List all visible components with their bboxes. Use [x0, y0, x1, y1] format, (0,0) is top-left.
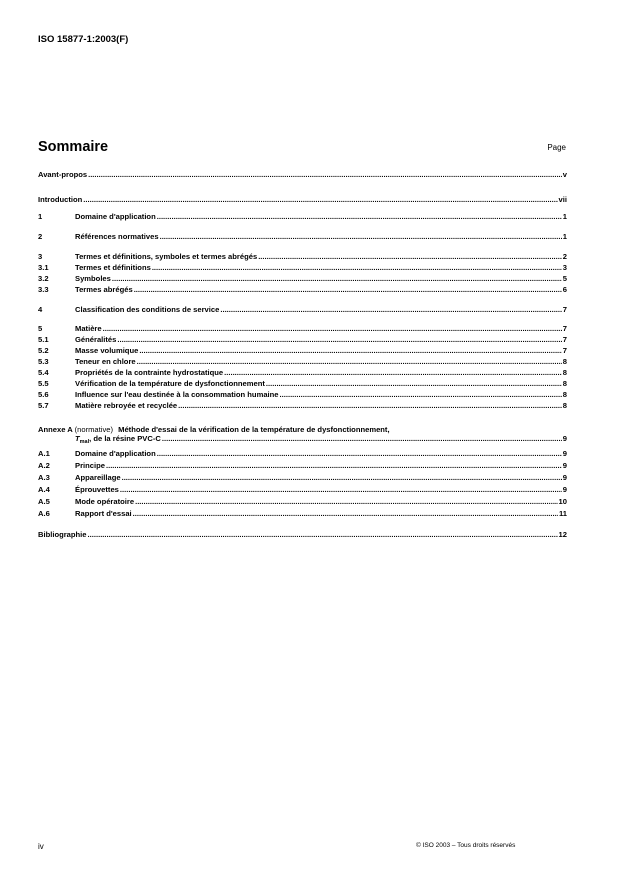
toc-entry-title: Principe [75, 461, 105, 470]
toc-entry-number: 5.2 [38, 346, 49, 355]
toc-leader [137, 357, 562, 367]
toc-entry[interactable] [38, 324, 567, 334]
toc-entry-page: 5 [562, 274, 567, 283]
toc-entry[interactable] [38, 285, 567, 295]
toc-entry[interactable] [38, 473, 567, 483]
toc-entry-number: 1 [38, 212, 43, 221]
footer-copyright: © ISO 2003 – Tous droits réservés [416, 842, 516, 849]
toc-leader [162, 434, 562, 444]
toc-entry[interactable] [38, 497, 567, 507]
page-title: Sommaire [38, 139, 109, 155]
toc-entry-title: Matière [75, 324, 102, 333]
toc-entry-number: A.3 [38, 473, 50, 482]
toc-entry-title: Introduction [38, 195, 83, 204]
toc-entry-page: 7 [562, 305, 567, 314]
toc-leader [103, 324, 562, 334]
toc-leader [152, 263, 562, 273]
toc-entry-page: 7 [562, 335, 567, 344]
toc-entry-number: 2 [38, 232, 43, 241]
toc-leader [220, 305, 561, 315]
toc-entry[interactable] [38, 509, 567, 519]
toc-entry-number: A.1 [38, 449, 50, 458]
toc-entry-page: 8 [562, 357, 567, 366]
toc-entry-number: 5.4 [38, 368, 49, 377]
annex-symbol: T [75, 434, 80, 443]
toc-entry-title: Avant-propos [38, 170, 88, 179]
toc-entry-page: 8 [562, 368, 567, 377]
toc-entry-page: 11 [558, 509, 567, 518]
toc-entry-title: Domaine d'application [75, 449, 156, 458]
toc-entry-title: Termes abrégés [75, 285, 133, 294]
toc-entry-number: 5.1 [38, 335, 49, 344]
toc-entry-title: Matière rebroyée et recyclée [75, 401, 178, 410]
toc-entry-title: Rapport d'essai [75, 509, 132, 518]
toc-entry-page: 7 [562, 346, 567, 355]
annex-title: Méthode d'essai de la vérification de la température de dysfonctionnement, [118, 425, 390, 434]
toc-entry-page: 9 [562, 485, 567, 494]
toc-entry-title: Classification des conditions de service [75, 305, 220, 314]
toc-entry-number: A.4 [38, 485, 50, 494]
toc-entry-number: 5.6 [38, 390, 49, 399]
toc-entry-page: 1 [562, 212, 567, 221]
toc-entry[interactable] [38, 390, 567, 400]
toc-leader [117, 335, 561, 345]
toc-leader [258, 252, 562, 262]
toc-entry[interactable] [38, 357, 567, 367]
toc-leader [157, 212, 562, 222]
toc-entry-number: 5.5 [38, 379, 49, 388]
toc-entry[interactable] [38, 274, 567, 284]
toc-leader [88, 530, 558, 540]
toc-entry-title: Termes et définitions [75, 263, 151, 272]
toc-entry[interactable] [38, 401, 567, 411]
toc-entry[interactable] [38, 170, 567, 180]
toc-entry-title: Généralités [75, 335, 117, 344]
annex-symbol-sub: mal [79, 439, 90, 445]
toc-leader [122, 473, 562, 483]
toc-leader [160, 232, 562, 242]
toc-leader [139, 346, 561, 356]
annex-title-line2: , de la résine PVC-C [89, 434, 161, 443]
toc-entry-page: 8 [562, 390, 567, 399]
toc-entry-title: Influence sur l'eau destinée à la consommation humaine [75, 390, 279, 399]
toc-entry-number: 3.2 [38, 274, 49, 283]
document-header: ISO 15877-1:2003(F) [38, 34, 129, 45]
toc-entry-page: 1 [562, 232, 567, 241]
toc-entry-number: 3.3 [38, 285, 49, 294]
toc-entry-number: 5 [38, 324, 43, 333]
toc-leader [266, 379, 562, 389]
toc-leader [178, 401, 562, 411]
annex-qualifier: (normative) [74, 425, 113, 434]
toc-entry-title: Références normatives [75, 232, 159, 241]
toc-entry-title: Domaine d'application [75, 212, 156, 221]
toc-entry-title: Éprouvettes [75, 485, 119, 494]
toc-entry-title: Masse volumique [75, 346, 139, 355]
toc-entry[interactable] [38, 263, 567, 273]
toc-entry-page: 12 [558, 530, 567, 539]
toc-entry-number: A.2 [38, 461, 50, 470]
toc-entry-bibliography[interactable] [38, 530, 567, 540]
toc-entry-title: Propriétés de la contrainte hydrostatique [75, 368, 224, 377]
toc-entry[interactable] [38, 449, 567, 459]
toc-entry-page: 9 [562, 449, 567, 458]
toc-leader [157, 449, 562, 459]
toc-entry-number: 5.7 [38, 401, 49, 410]
toc-entry[interactable] [38, 232, 567, 242]
toc-leader [224, 368, 562, 378]
toc-entry-page: 8 [562, 379, 567, 388]
toc-entry-title: Symboles [75, 274, 111, 283]
toc-entry[interactable] [38, 252, 567, 262]
annex-title-cont [75, 434, 161, 447]
toc-entry-page: 9 [562, 434, 567, 443]
toc-entry-page: v [562, 170, 567, 179]
toc-leader [120, 485, 562, 495]
toc-entry-page: 9 [562, 473, 567, 482]
toc-entry[interactable] [38, 379, 567, 389]
toc-entry[interactable] [38, 461, 567, 471]
toc-entry-number: 4 [38, 305, 43, 314]
toc-leader [133, 509, 558, 519]
toc-entry[interactable] [38, 368, 567, 378]
toc-leader [280, 390, 562, 400]
toc-entry-title: Termes et définitions, symboles et termes abrégés [75, 252, 258, 261]
toc-entry-number: A.6 [38, 509, 50, 518]
toc-entry-page: 10 [558, 497, 567, 506]
toc-entry[interactable] [38, 346, 567, 356]
toc-entry[interactable] [38, 305, 567, 315]
toc-entry[interactable] [38, 485, 567, 495]
toc-entry-page: 2 [562, 252, 567, 261]
toc-entry-title: Appareillage [75, 473, 121, 482]
toc-entry-page: 9 [562, 461, 567, 470]
page-column-label: Page [547, 143, 566, 152]
toc-leader [83, 195, 557, 205]
toc-annex-heading-cont[interactable] [38, 434, 567, 444]
toc-entry-page: 7 [562, 324, 567, 333]
toc-entry[interactable] [38, 195, 567, 205]
toc-leader [112, 274, 562, 284]
toc-entry-number: 3 [38, 252, 43, 261]
toc-entry[interactable] [38, 335, 567, 345]
toc-leader [135, 497, 557, 507]
toc-entry-page: 6 [562, 285, 567, 294]
toc-leader [106, 461, 562, 471]
toc-entry-page: 3 [562, 263, 567, 272]
annex-prefix: Annexe A [38, 425, 73, 434]
toc-leader [134, 285, 562, 295]
toc-entry-number: 5.3 [38, 357, 49, 366]
toc-entry-title: Mode opératoire [75, 497, 135, 506]
toc-entry-title: Teneur en chlore [75, 357, 136, 366]
footer-page-number: iv [38, 842, 44, 851]
toc-entry-title: Vérification de la température de dysfonctionnement [75, 379, 265, 388]
toc-leader [88, 170, 562, 180]
toc-entry-page: 8 [562, 401, 567, 410]
toc-entry-number: A.5 [38, 497, 50, 506]
toc-entry-page: vii [558, 195, 567, 204]
toc-entry[interactable] [38, 212, 567, 222]
toc-entry-number: 3.1 [38, 263, 49, 272]
toc-entry-title: Bibliographie [38, 530, 87, 539]
